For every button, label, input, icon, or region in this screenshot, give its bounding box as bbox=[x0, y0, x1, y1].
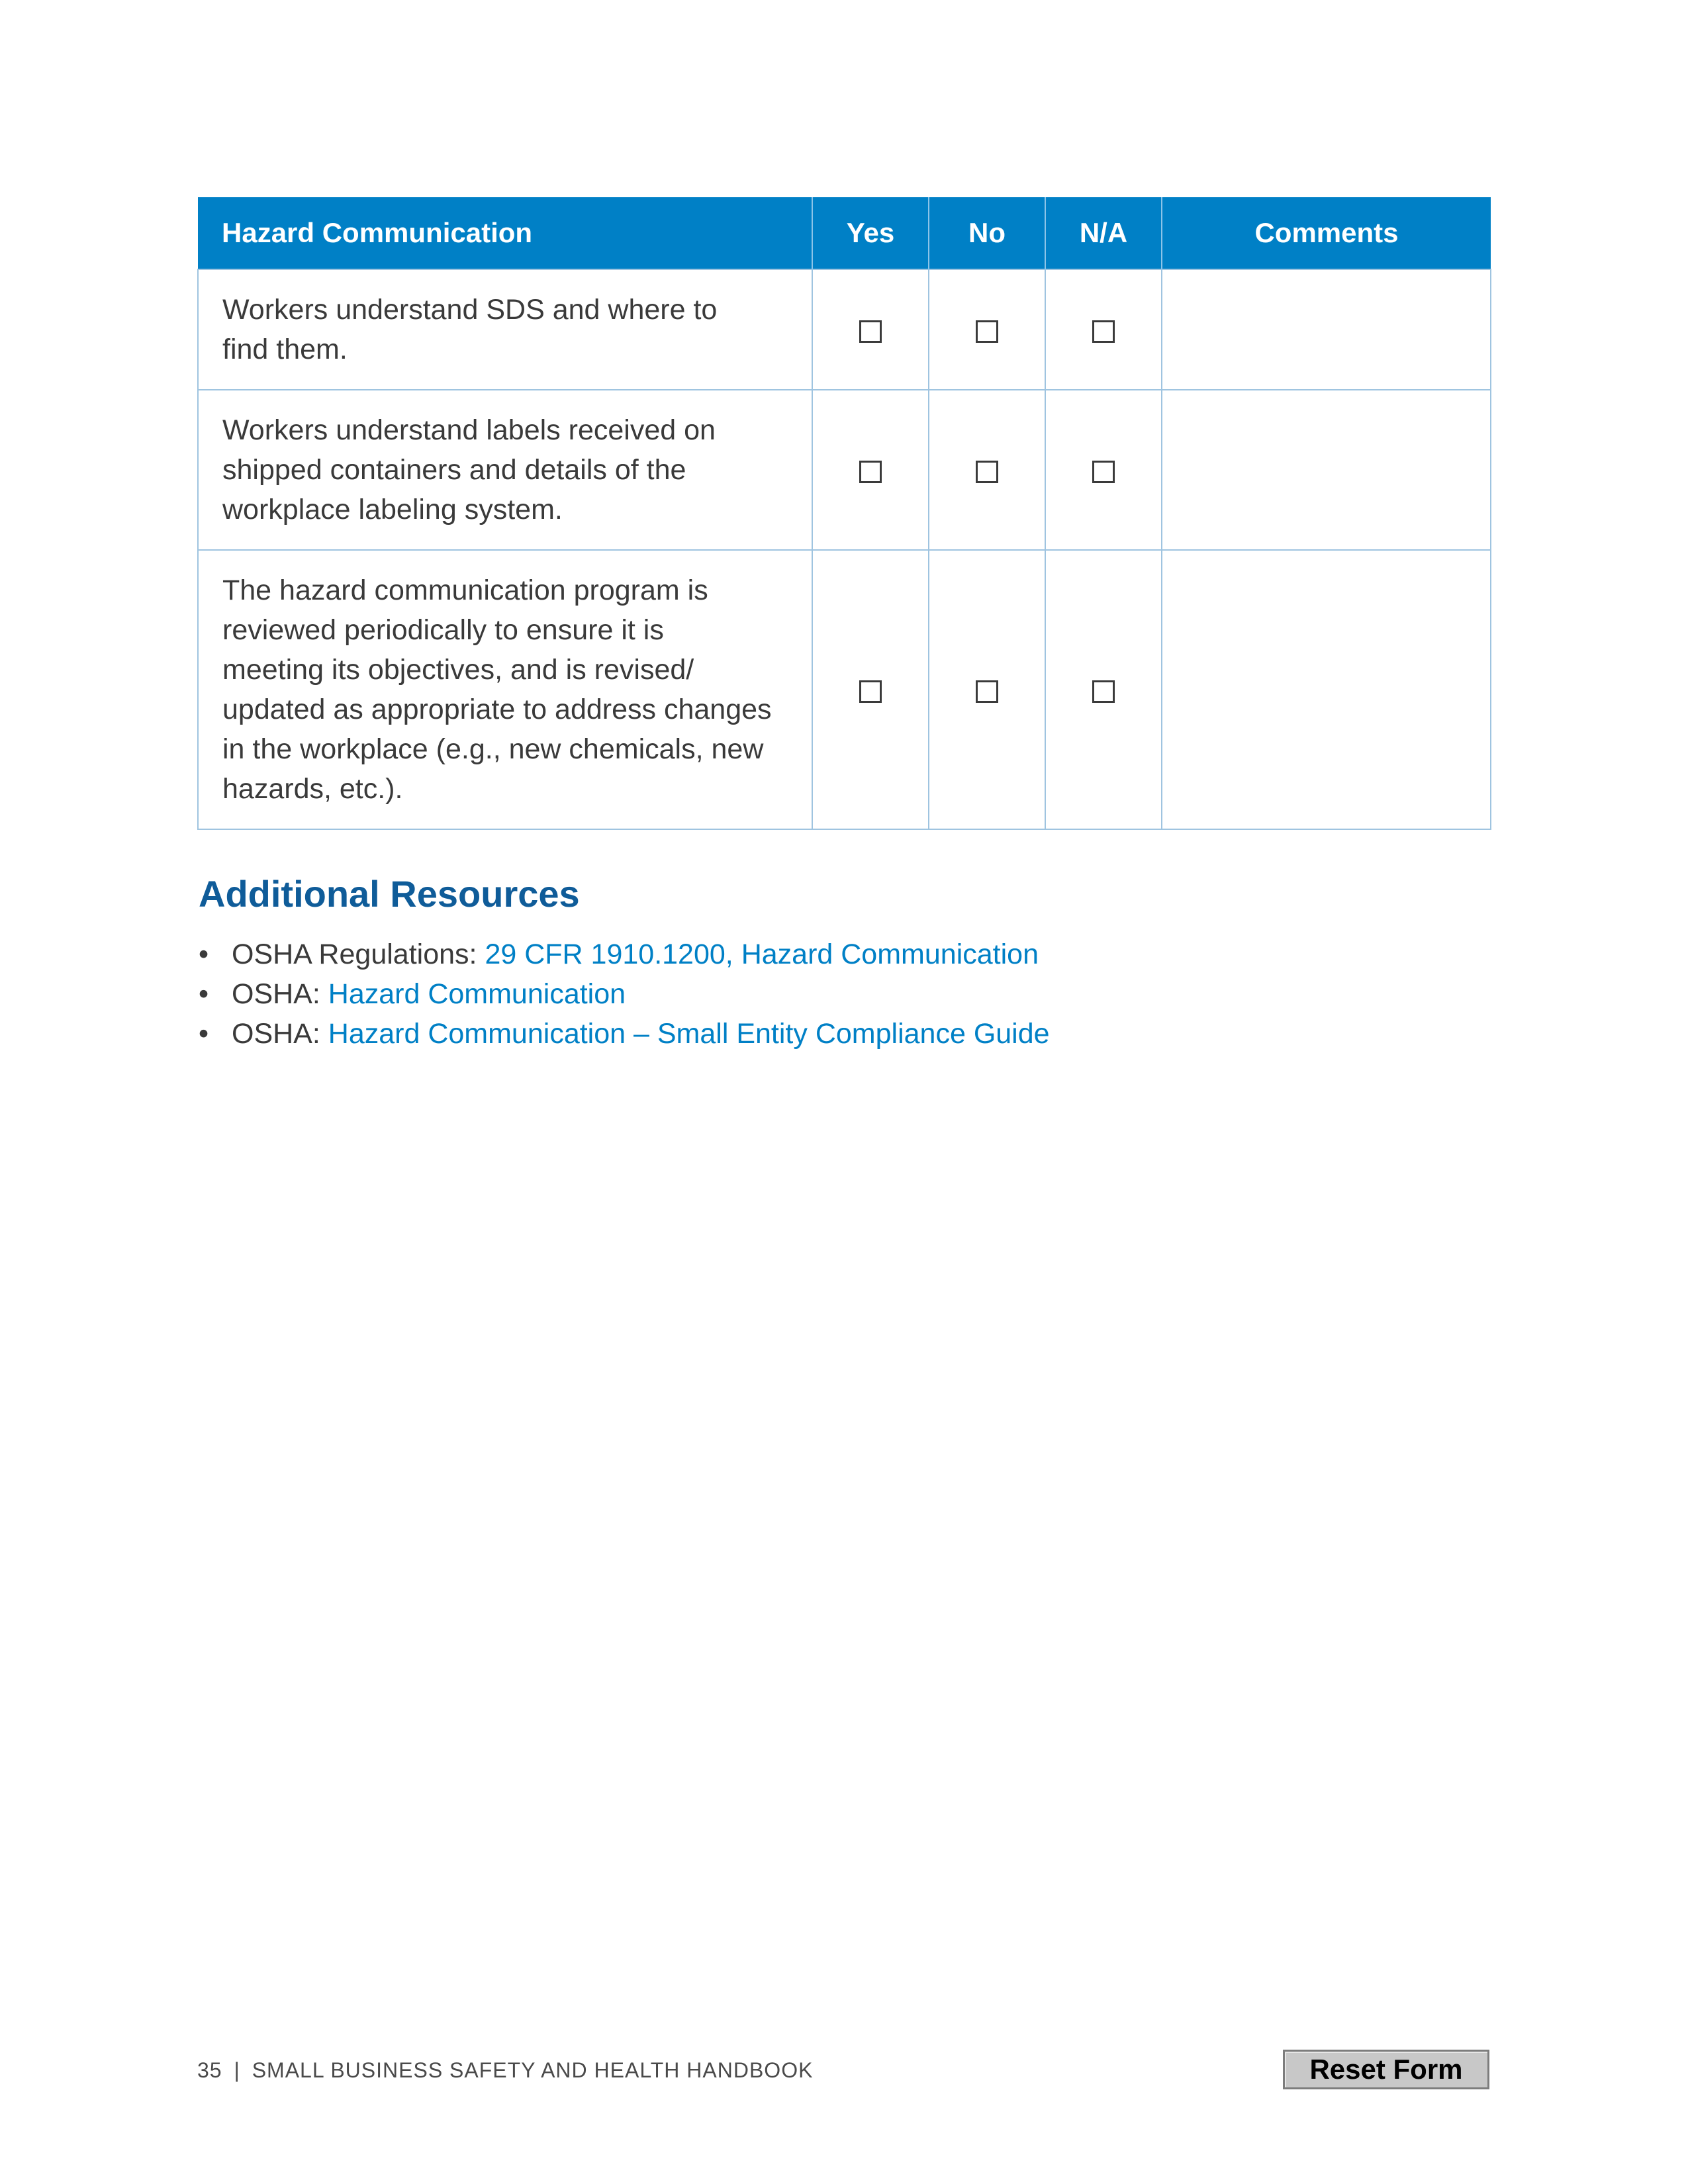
question-program-review: The hazard communication program is reviewed periodically to ensure it is meeting its objectives, and is revised/ updated as appropriate to address changes in the workplace (e.g., new chemicals, new hazards, etc.). bbox=[222, 574, 772, 805]
na-cell bbox=[1045, 269, 1162, 390]
list-item bbox=[199, 1014, 1050, 1054]
resource-link-cfr[interactable]: 29 CFR 1910.1200, Hazard Communication bbox=[485, 938, 1039, 970]
resource-link-compliance-guide[interactable]: Hazard Communication – Small Entity Compliance Guide bbox=[328, 1018, 1050, 1050]
na-cell bbox=[1045, 550, 1162, 829]
bullet-icon: • bbox=[199, 938, 209, 970]
bullet-icon: • bbox=[199, 978, 209, 1010]
footer-title: SMALL BUSINESS SAFETY AND HEALTH HANDBOOK bbox=[252, 2058, 814, 2082]
yes-cell bbox=[812, 550, 929, 829]
resource-prefix: OSHA: bbox=[232, 978, 328, 1010]
table-row bbox=[198, 269, 1491, 390]
no-checkbox[interactable] bbox=[976, 461, 998, 483]
reset-form-button[interactable]: Reset Form bbox=[1283, 2050, 1489, 2089]
yes-checkbox[interactable] bbox=[859, 680, 882, 703]
yes-cell bbox=[812, 269, 929, 390]
resource-link-hazcom[interactable]: Hazard Communication bbox=[328, 978, 626, 1010]
no-cell bbox=[929, 390, 1045, 550]
yes-checkbox[interactable] bbox=[859, 461, 882, 483]
no-cell bbox=[929, 269, 1045, 390]
table-row bbox=[198, 390, 1491, 550]
question-labels: Workers understand labels received on shipped containers and details of the workplace labeling system. bbox=[222, 414, 716, 525]
footer-separator: | bbox=[234, 2058, 240, 2082]
page-number: 35 bbox=[197, 2058, 222, 2082]
no-checkbox[interactable] bbox=[976, 680, 998, 703]
yes-cell bbox=[812, 390, 929, 550]
yes-checkbox[interactable] bbox=[859, 320, 882, 343]
header-no: No bbox=[929, 197, 1045, 269]
header-yes: Yes bbox=[812, 197, 929, 269]
resource-prefix: OSHA Regulations: bbox=[232, 938, 485, 970]
hazard-communication-checklist bbox=[197, 197, 1491, 830]
comments-field[interactable] bbox=[1162, 269, 1491, 390]
row-question bbox=[198, 269, 812, 390]
comments-field[interactable] bbox=[1162, 550, 1491, 829]
header-comments: Comments bbox=[1162, 197, 1491, 269]
list-item bbox=[199, 974, 1050, 1014]
row-question bbox=[198, 390, 812, 550]
no-checkbox[interactable] bbox=[976, 320, 998, 343]
table-header-row bbox=[198, 197, 1491, 269]
na-cell bbox=[1045, 390, 1162, 550]
row-question bbox=[198, 550, 812, 829]
additional-resources-heading: Additional Resources bbox=[199, 873, 580, 915]
bullet-icon: • bbox=[199, 1018, 209, 1050]
no-cell bbox=[929, 550, 1045, 829]
header-hazard-communication: Hazard Communication bbox=[198, 197, 812, 269]
na-checkbox[interactable] bbox=[1092, 680, 1115, 703]
header-na: N/A bbox=[1045, 197, 1162, 269]
page-footer bbox=[197, 2058, 813, 2083]
na-checkbox[interactable] bbox=[1092, 461, 1115, 483]
resources-list bbox=[199, 934, 1050, 1054]
list-item bbox=[199, 934, 1050, 974]
comments-field[interactable] bbox=[1162, 390, 1491, 550]
question-sds: Workers understand SDS and where to find them. bbox=[222, 294, 718, 365]
na-checkbox[interactable] bbox=[1092, 320, 1115, 343]
resource-prefix: OSHA: bbox=[232, 1018, 328, 1050]
table-row bbox=[198, 550, 1491, 829]
